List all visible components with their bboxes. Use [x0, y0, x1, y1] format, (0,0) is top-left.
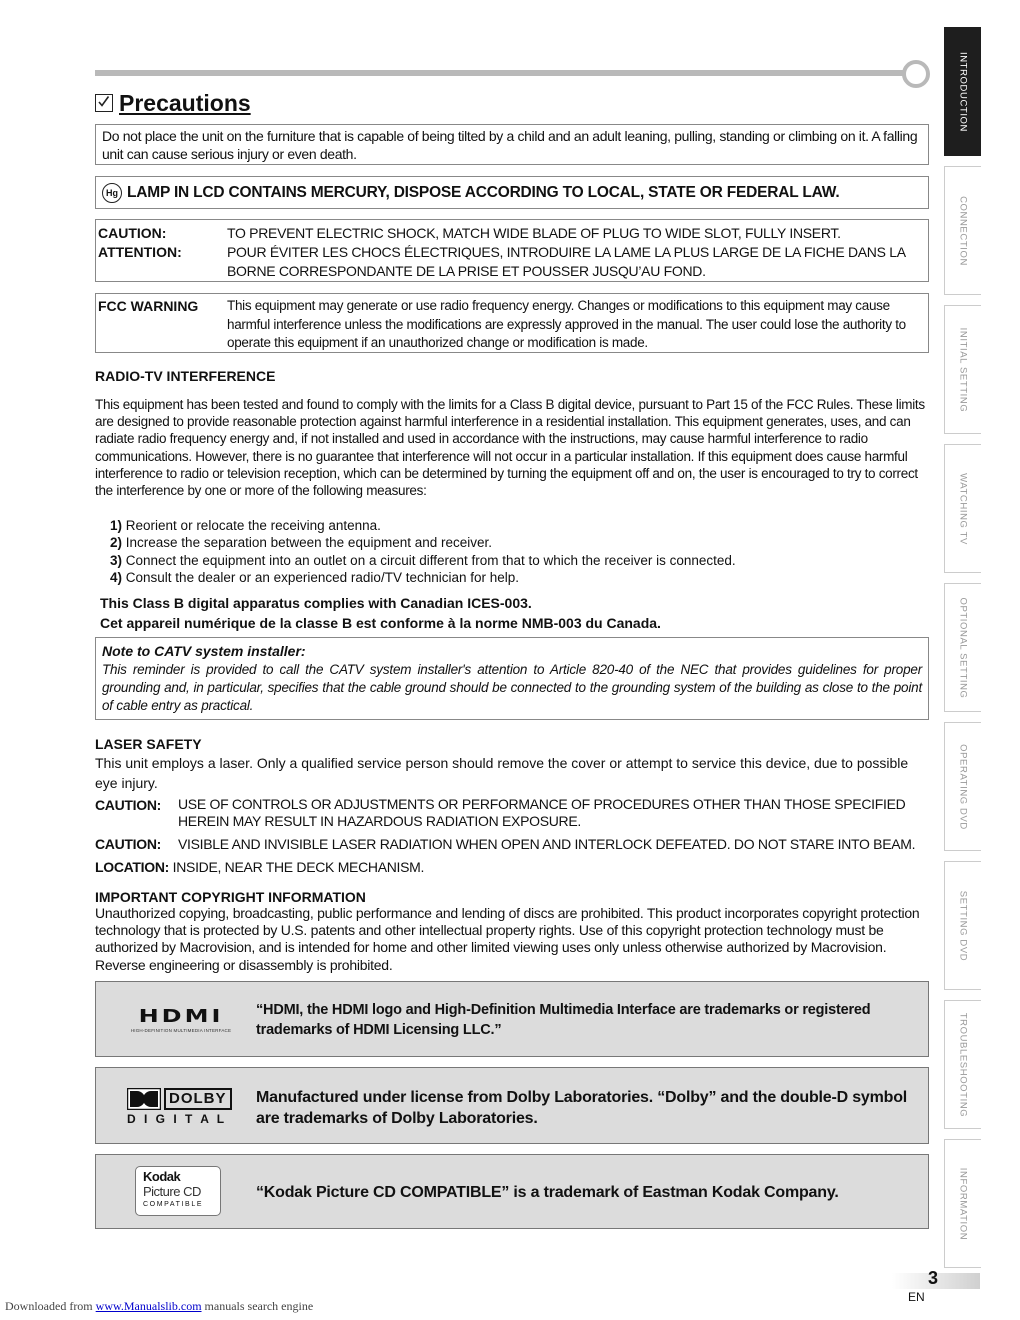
page-number: 3: [928, 1268, 939, 1288]
sidenav-tab-troubleshooting[interactable]: TROUBLESHOOTING: [944, 1000, 981, 1129]
page-title-label: Precautions: [119, 90, 251, 116]
radio-measures: [110, 517, 930, 586]
laser-item: CAUTION: USE OF CONTROLS OR ADJUSTMENTS OR PERFORMANCE OF PROCEDURES OTHER THAN THOSE SPECIFIED HEREIN MAY RESULT IN HAZARDOUS RADIATION EXPOSURE.: [95, 796, 906, 829]
fcc-label: FCC WARNING: [98, 298, 199, 314]
caution-text: TO PREVENT ELECTRIC SHOCK, MATCH WIDE BLADE OF PLUG TO WIDE SLOT, FULLY INSERT.: [227, 225, 841, 241]
sidenav-tab-information[interactable]: INFORMATION: [944, 1139, 981, 1268]
checkbox-icon: [95, 94, 113, 112]
sidenav-tab-connection[interactable]: CONNECTION: [944, 166, 981, 295]
hdmi-logo: HDMI HIGH-DEFINITION MULTIMEDIA INTERFACE: [130, 1005, 232, 1033]
double-d-icon: [127, 1088, 161, 1110]
tipping-warning: Do not place the unit on the furniture that is capable of being tilted by a child and an adult leaning, pulling, standing or climbing on it. A falling unit can cause serious injury or even death.: [95, 124, 929, 165]
sidenav-tab-operating-dvd[interactable]: OPERATING DVD: [944, 722, 981, 851]
laser-intro: This unit employs a laser. Only a qualified service person should remove the cover or attempt to service this device, due to possible eye injury.: [95, 755, 909, 791]
kodak-logo: Kodak Picture CD COMPATIBLE: [135, 1166, 221, 1216]
canada-compliance: [100, 593, 661, 633]
caution-plug-box: [95, 219, 929, 282]
dolby-trademark-box: [95, 1067, 929, 1144]
laser-heading: LASER SAFETY: [95, 736, 202, 752]
list-item: 1) Reorient or relocate the receiving antenna.: [110, 518, 381, 533]
canada-en: This Class B digital apparatus complies with Canadian ICES-003.: [100, 595, 532, 611]
radio-heading: RADIO-TV INTERFERENCE: [95, 368, 276, 384]
caution-label: CAUTION:: [98, 225, 167, 241]
attention-label: ATTENTION:: [98, 244, 182, 260]
sidenav-tab-setting-dvd[interactable]: SETTING DVD: [944, 861, 981, 990]
copyright-text: Unauthorized copying, broadcasting, public performance and lending of discs are prohibited. This product incorporates copyright protection technology that is protected by U.S. patents and other intellectual property rights. Use of this copyright protection technology must be authorized by Macrovision, and is intended for home and other limited viewing uses only unless otherwise authorized by Macrovision. Reverse engineering or disassembly is prohibited.: [95, 905, 920, 973]
hdmi-trademark-text: “HDMI, the HDMI logo and High-Definition Multimedia Interface are trademarks or registered trademarks of HDMI Licensing LLC.”: [256, 1002, 871, 1038]
canada-fr: Cet appareil numérique de la classe B est conforme à la norme NMB-003 du Canada.: [100, 615, 661, 631]
radio-paragraph: This equipment has been tested and found to comply with the limits for a Class B digital device, pursuant to Part 15 of the FCC Rules. These limits are designed to provide reasonable protection against harmful interference in a residential installation. This equipment generates, uses, and can radiate radio frequency energy and, if not installed and used in accordance with the instructions, may cause harmful interference to radio communications. However, there is no guarantee that interference will not occur in a particular installation. If this equipment does cause harmful interference to radio or television reception, which can be determined by turning the equipment off and on, the user is encouraged to try to correct the interference by one or more of the following measures:: [95, 397, 925, 499]
copyright-heading: IMPORTANT COPYRIGHT INFORMATION: [95, 889, 366, 905]
catv-title: Note to CATV system installer:: [102, 643, 306, 659]
dolby-logo: DOLBY D I G I T A L: [127, 1088, 232, 1126]
sidenav-tab-optional-setting[interactable]: OPTIONAL SETTING: [944, 583, 981, 712]
mercury-notice: [95, 176, 929, 209]
mercury-text: LAMP IN LCD CONTAINS MERCURY, DISPOSE ACCORDING TO LOCAL, STATE OR FEDERAL LAW.: [127, 183, 840, 201]
language-code: EN: [908, 1290, 925, 1304]
kodak-trademark-text: “Kodak Picture CD COMPATIBLE” is a trademark of Eastman Kodak Company.: [256, 1184, 839, 1201]
download-footer: Downloaded from www.Manualslib.com manuals search engine: [5, 1299, 314, 1313]
laser-item: LOCATION: INSIDE, NEAR THE DECK MECHANISM.: [95, 859, 425, 875]
fcc-warning-box: [95, 293, 929, 353]
laser-item: CAUTION: VISIBLE AND INVISIBLE LASER RADIATION WHEN OPEN AND INTERLOCK DEFEATED. DO NOT STARE INTO BEAM.: [95, 836, 916, 852]
attention-text: POUR ÉVITER LES CHOCS ÉLECTRIQUES, INTRODUIRE LA LAME LA PLUS LARGE DE LA FICHE DANS LA BORNE CORRESPONDANTE DE LA PRISE ET POUSSER JUSQU’AU FOND.: [227, 244, 905, 279]
laser-cautions: [95, 796, 935, 876]
dolby-trademark-text: Manufactured under license from Dolby Laboratories. “Dolby” and the double-D symbol are trademarks of Dolby Laboratories.: [256, 1089, 908, 1127]
sidenav-tab-introduction[interactable]: INTRODUCTION: [944, 27, 981, 156]
page-title: [95, 90, 251, 117]
kodak-trademark-box: [95, 1154, 929, 1229]
hdmi-trademark-box: [95, 981, 929, 1057]
manualslib-link[interactable]: www.Manualslib.com: [95, 1299, 202, 1313]
list-item: 3) Connect the equipment into an outlet on a circuit different from that to which the receiver is connected.: [110, 552, 736, 568]
sidenav-tab-initial-setting[interactable]: INITIAL SETTING: [944, 305, 981, 434]
header-rule: [95, 70, 910, 76]
list-item: 2) Increase the separation between the equipment and receiver.: [110, 535, 493, 551]
catv-note-box: [95, 637, 929, 720]
list-item: 4) Consult the dealer or an experienced radio/TV technician for help.: [110, 569, 520, 585]
catv-text: This reminder is provided to call the CATV system installer's attention to Article 820-40 of the NEC that provides guidelines for proper grounding and, in particular, specifies that the cable ground should be connected to the grounding system of the building as close to the point of cable entry as practical.: [102, 662, 922, 713]
fcc-text: This equipment may generate or use radio frequency energy. Changes or modifications to this equipment may cause harmful interference unless the modifications are expressly approved in the manual. The user could lose the authority to operate this equipment if an unauthorized change or modification is made.: [227, 298, 906, 350]
mercury-hg-icon: Hg: [102, 183, 122, 203]
sidenav-tab-watching-tv[interactable]: WATCHING TV: [944, 444, 981, 573]
header-ring-icon: [902, 60, 930, 88]
